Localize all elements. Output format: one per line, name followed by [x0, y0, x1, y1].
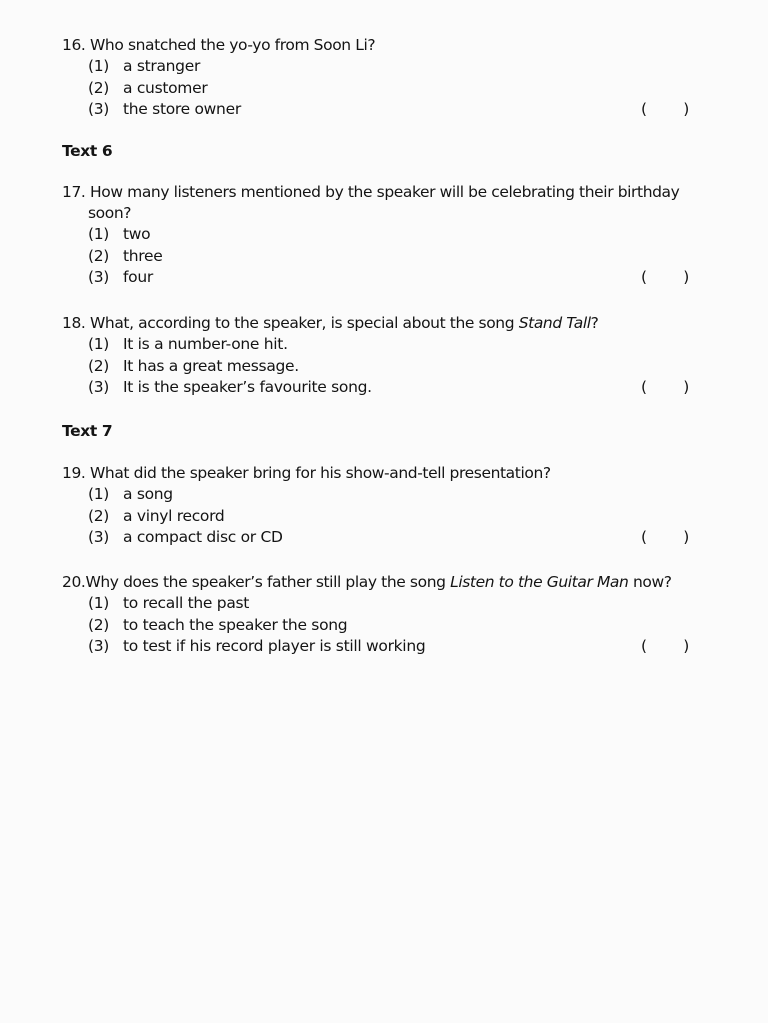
- bracket-open: (: [641, 268, 647, 286]
- answer-box[interactable]: [639, 527, 691, 548]
- option-number: (2): [88, 246, 110, 265]
- option-item: [62, 527, 702, 549]
- question-17: [62, 182, 702, 289]
- option-text: a compact disc or CD: [123, 528, 283, 546]
- option-number: (3): [88, 528, 110, 546]
- option-item: [62, 377, 702, 399]
- question-20-stem: [62, 572, 702, 593]
- question-18-stem: [62, 313, 702, 334]
- option-text: four: [123, 268, 153, 286]
- option-text: to recall the past: [123, 594, 250, 612]
- option-item: [62, 99, 702, 121]
- option-text: It is a number-one hit.: [123, 335, 288, 353]
- option-number: (3): [88, 378, 110, 396]
- option-item: [62, 246, 702, 268]
- option-item: [62, 615, 702, 637]
- option-text: two: [123, 225, 151, 243]
- option-number: (1): [88, 225, 110, 243]
- option-text: a song: [123, 485, 173, 503]
- bracket-close: ): [683, 637, 689, 655]
- question-20: [62, 572, 702, 658]
- option-text: the store owner: [123, 100, 241, 118]
- bracket-close: ): [683, 268, 689, 286]
- option-text: It has a great message.: [123, 356, 299, 375]
- question-19: [62, 463, 702, 549]
- song-title: Stand Tall: [518, 314, 591, 332]
- option-number: (1): [88, 594, 110, 612]
- option-number: (3): [88, 100, 110, 118]
- option-item: [62, 56, 702, 78]
- question-16: [62, 35, 702, 121]
- option-number: (1): [88, 485, 110, 503]
- question-number: 18.: [62, 314, 86, 332]
- question-number: 19.: [62, 464, 86, 482]
- question-text-end: ?: [590, 314, 599, 332]
- bracket-close: ): [683, 378, 689, 396]
- option-number: (2): [88, 615, 110, 634]
- question-number: 16.: [62, 36, 86, 54]
- option-item: [62, 484, 702, 506]
- song-title: Listen to the Guitar Man: [450, 573, 629, 591]
- answer-box[interactable]: [639, 99, 691, 120]
- question-19-stem: [62, 463, 702, 484]
- question-17-stem: [62, 182, 702, 203]
- question-text: What, according to the speaker, is special about the song: [89, 314, 519, 332]
- option-item: [62, 334, 702, 356]
- question-text: How many listeners mentioned by the speaker will be celebrating their birthday: [89, 183, 680, 201]
- question-text-end: now?: [628, 573, 672, 591]
- option-number: (2): [88, 78, 110, 97]
- option-number: (1): [88, 335, 110, 353]
- bracket-close: ): [683, 528, 689, 546]
- option-number: (2): [88, 506, 110, 525]
- option-item: [62, 78, 702, 100]
- option-item: [62, 506, 702, 528]
- option-text: to test if his record player is still working: [123, 637, 426, 655]
- option-item: [62, 267, 702, 289]
- option-number: (3): [88, 637, 110, 655]
- option-text: It is the speaker’s favourite song.: [123, 378, 372, 396]
- section-heading-text-7: Text 7: [62, 422, 113, 440]
- bracket-open: (: [641, 637, 647, 655]
- answer-box[interactable]: [639, 267, 691, 288]
- section-heading-text-6: Text 6: [62, 142, 113, 160]
- question-text-continuation: soon?: [88, 204, 132, 222]
- question-text: Why does the speaker’s father still play the song: [85, 573, 451, 591]
- option-item: [62, 636, 702, 658]
- option-text: three: [123, 246, 163, 265]
- bracket-open: (: [641, 528, 647, 546]
- question-number: 17.: [62, 183, 86, 201]
- option-number: (3): [88, 268, 110, 286]
- question-number: 20.: [62, 573, 86, 591]
- bracket-close: ): [683, 100, 689, 118]
- question-text: Who snatched the yo-yo from Soon Li?: [89, 36, 376, 54]
- option-text: a vinyl record: [123, 506, 225, 525]
- option-text: to teach the speaker the song: [123, 615, 348, 634]
- answer-box[interactable]: [639, 636, 691, 657]
- option-text: a stranger: [123, 57, 201, 75]
- option-number: (1): [88, 57, 110, 75]
- answer-box[interactable]: [639, 377, 691, 398]
- question-18: [62, 313, 702, 399]
- option-item: [62, 224, 702, 246]
- option-item: [62, 593, 702, 615]
- option-item: [62, 356, 702, 378]
- option-number: (2): [88, 356, 110, 375]
- option-text: a customer: [123, 78, 208, 97]
- question-16-stem: [62, 35, 702, 56]
- question-text: What did the speaker bring for his show-and-tell presentation?: [89, 464, 551, 482]
- bracket-open: (: [641, 100, 647, 118]
- bracket-open: (: [641, 378, 647, 396]
